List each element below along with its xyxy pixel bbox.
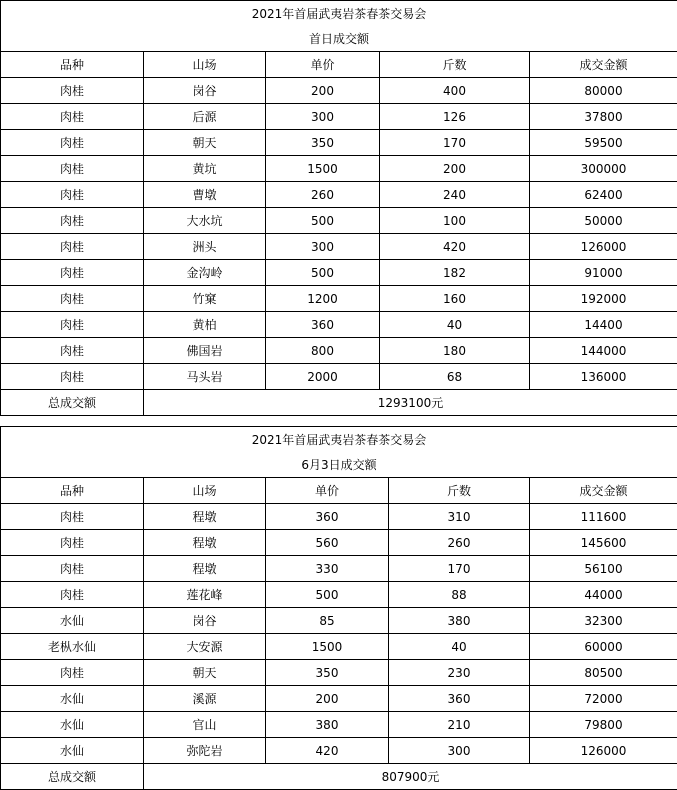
table-cell: 肉桂 — [1, 182, 144, 208]
table-cell: 300000 — [530, 156, 677, 182]
table-cell: 145600 — [530, 530, 677, 556]
table-cell: 肉桂 — [1, 530, 144, 556]
table-cell: 肉桂 — [1, 312, 144, 338]
column-header: 成交金额 — [530, 52, 677, 78]
table-cell: 80500 — [530, 660, 677, 686]
table-cell: 136000 — [530, 364, 677, 390]
table-cell: 1200 — [266, 286, 380, 312]
table-cell: 溪源 — [144, 686, 266, 712]
table-cell: 肉桂 — [1, 78, 144, 104]
table-cell: 400 — [380, 78, 530, 104]
table-cell: 37800 — [530, 104, 677, 130]
table-cell: 肉桂 — [1, 660, 144, 686]
table-cell: 岗谷 — [144, 78, 266, 104]
table-cell: 2000 — [266, 364, 380, 390]
table-cell: 360 — [389, 686, 530, 712]
table-cell: 62400 — [530, 182, 677, 208]
table-cell: 肉桂 — [1, 208, 144, 234]
table-cell: 朝天 — [144, 130, 266, 156]
table-row — [1, 312, 677, 338]
table-cell: 182 — [380, 260, 530, 286]
table-row — [1, 364, 677, 390]
table-cell: 大水坑 — [144, 208, 266, 234]
table-row — [1, 260, 677, 286]
table-cell: 91000 — [530, 260, 677, 286]
table-row — [1, 208, 677, 234]
table-cell: 肉桂 — [1, 260, 144, 286]
table-cell: 85 — [266, 608, 389, 634]
column-header: 山场 — [144, 478, 266, 504]
table-row — [1, 286, 677, 312]
table-cell: 800 — [266, 338, 380, 364]
table-cell: 水仙 — [1, 712, 144, 738]
table-cell: 肉桂 — [1, 104, 144, 130]
table-cell: 310 — [389, 504, 530, 530]
subtitle-row — [1, 26, 677, 52]
table-cell: 360 — [266, 504, 389, 530]
table-cell: 420 — [266, 738, 389, 764]
table-cell: 肉桂 — [1, 130, 144, 156]
table-cell: 160 — [380, 286, 530, 312]
table-cell: 水仙 — [1, 608, 144, 634]
table-cell: 肉桂 — [1, 286, 144, 312]
table-cell: 后源 — [144, 104, 266, 130]
table-cell: 曹墩 — [144, 182, 266, 208]
column-header: 品种 — [1, 478, 144, 504]
table-cell: 官山 — [144, 712, 266, 738]
table-row — [1, 156, 677, 182]
table-cell: 88 — [389, 582, 530, 608]
table-cell: 肉桂 — [1, 582, 144, 608]
table-cell: 126 — [380, 104, 530, 130]
table-row — [1, 738, 677, 764]
table-cell: 79800 — [530, 712, 677, 738]
title-row — [1, 427, 677, 453]
table-cell: 100 — [380, 208, 530, 234]
table-cell: 72000 — [530, 686, 677, 712]
table-row — [1, 686, 677, 712]
table-cell: 14400 — [530, 312, 677, 338]
table-cell: 126000 — [530, 738, 677, 764]
column-header: 单价 — [266, 52, 380, 78]
total-value: 1293100元 — [144, 390, 677, 416]
table-cell: 程墩 — [144, 504, 266, 530]
table-cell: 1500 — [266, 156, 380, 182]
table-cell: 40 — [389, 634, 530, 660]
subtitle-row — [1, 452, 677, 478]
table-cell: 朝天 — [144, 660, 266, 686]
table-cell: 300 — [266, 104, 380, 130]
table-cell: 260 — [389, 530, 530, 556]
table-cell: 竹窠 — [144, 286, 266, 312]
table-cell: 500 — [266, 582, 389, 608]
table-cell: 马头岩 — [144, 364, 266, 390]
table-cell: 60000 — [530, 634, 677, 660]
table-cell: 肉桂 — [1, 556, 144, 582]
total-row — [1, 764, 677, 790]
table-cell: 500 — [266, 260, 380, 286]
column-header: 斤数 — [380, 52, 530, 78]
table-cell: 肉桂 — [1, 338, 144, 364]
table-cell: 200 — [380, 156, 530, 182]
table-cell: 肉桂 — [1, 156, 144, 182]
table-row — [1, 78, 677, 104]
table-cell: 肉桂 — [1, 364, 144, 390]
column-header: 山场 — [144, 52, 266, 78]
table-cell: 111600 — [530, 504, 677, 530]
total-row — [1, 390, 677, 416]
table-cell: 230 — [389, 660, 530, 686]
table-cell: 68 — [380, 364, 530, 390]
table-row — [1, 104, 677, 130]
table-cell: 330 — [266, 556, 389, 582]
table-cell: 59500 — [530, 130, 677, 156]
table-cell: 360 — [266, 312, 380, 338]
table-title: 2021年首届武夷岩茶春茶交易会 — [1, 1, 677, 27]
table-cell: 192000 — [530, 286, 677, 312]
table-cell: 32300 — [530, 608, 677, 634]
header-row — [1, 52, 677, 78]
table-cell: 莲花峰 — [144, 582, 266, 608]
table-row — [1, 660, 677, 686]
table-cell: 560 — [266, 530, 389, 556]
table-cell: 300 — [389, 738, 530, 764]
table-title: 2021年首届武夷岩茶春茶交易会 — [1, 427, 677, 453]
table-cell: 56100 — [530, 556, 677, 582]
table-row — [1, 634, 677, 660]
table-cell: 260 — [266, 182, 380, 208]
trade-table-june-3 — [0, 426, 677, 790]
table-row — [1, 608, 677, 634]
table-cell: 300 — [266, 234, 380, 260]
table-cell: 350 — [266, 660, 389, 686]
table-cell: 80000 — [530, 78, 677, 104]
column-header: 单价 — [266, 478, 389, 504]
table-cell: 肉桂 — [1, 504, 144, 530]
column-header: 成交金额 — [530, 478, 677, 504]
table-row — [1, 338, 677, 364]
table-cell: 420 — [380, 234, 530, 260]
table-cell: 200 — [266, 686, 389, 712]
table-cell: 黄坑 — [144, 156, 266, 182]
table-cell: 350 — [266, 130, 380, 156]
table-cell: 老枞水仙 — [1, 634, 144, 660]
table-cell: 水仙 — [1, 686, 144, 712]
table-row — [1, 182, 677, 208]
table-cell: 44000 — [530, 582, 677, 608]
table-cell: 144000 — [530, 338, 677, 364]
table-cell: 380 — [389, 608, 530, 634]
table-cell: 洲头 — [144, 234, 266, 260]
table-row — [1, 712, 677, 738]
table-row — [1, 582, 677, 608]
total-label: 总成交额 — [1, 390, 144, 416]
total-label: 总成交额 — [1, 764, 144, 790]
table-cell: 200 — [266, 78, 380, 104]
table-cell: 1500 — [266, 634, 389, 660]
table-subtitle: 首日成交额 — [1, 26, 677, 52]
table-row — [1, 530, 677, 556]
table-subtitle: 6月3日成交额 — [1, 452, 677, 478]
table-cell: 程墩 — [144, 530, 266, 556]
table-cell: 40 — [380, 312, 530, 338]
table-row — [1, 130, 677, 156]
table-body — [1, 427, 677, 790]
table-body — [1, 1, 677, 416]
table-cell: 126000 — [530, 234, 677, 260]
table-cell: 240 — [380, 182, 530, 208]
table-cell: 500 — [266, 208, 380, 234]
table-cell: 50000 — [530, 208, 677, 234]
table-cell: 佛国岩 — [144, 338, 266, 364]
table-row — [1, 504, 677, 530]
table-cell: 180 — [380, 338, 530, 364]
table-cell: 170 — [389, 556, 530, 582]
table-row — [1, 556, 677, 582]
column-header: 品种 — [1, 52, 144, 78]
table-cell: 水仙 — [1, 738, 144, 764]
table-row — [1, 234, 677, 260]
title-row — [1, 1, 677, 27]
table-cell: 弥陀岩 — [144, 738, 266, 764]
table-cell: 210 — [389, 712, 530, 738]
table-cell: 金沟岭 — [144, 260, 266, 286]
table-cell: 380 — [266, 712, 389, 738]
table-cell: 大安源 — [144, 634, 266, 660]
header-row — [1, 478, 677, 504]
table-cell: 岗谷 — [144, 608, 266, 634]
table-cell: 170 — [380, 130, 530, 156]
table-cell: 黄柏 — [144, 312, 266, 338]
column-header: 斤数 — [389, 478, 530, 504]
total-value: 807900元 — [144, 764, 677, 790]
table-cell: 程墩 — [144, 556, 266, 582]
table-cell: 肉桂 — [1, 234, 144, 260]
